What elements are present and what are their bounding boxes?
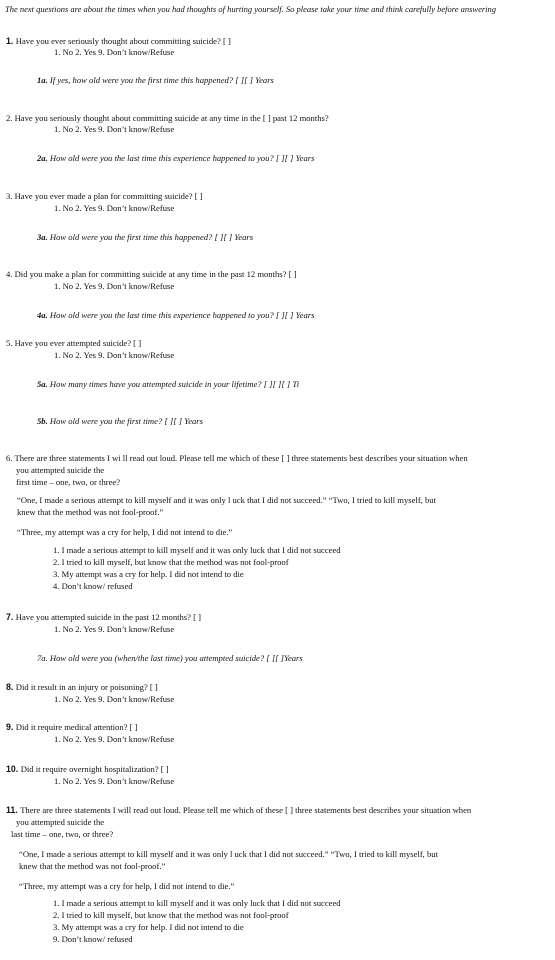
sub-question-number: 1a.	[37, 75, 50, 85]
question	[6, 612, 201, 623]
question-number: 7.	[6, 612, 16, 622]
question-text: Did it result in an injury or poisoning? [ ]	[15, 682, 158, 692]
question	[6, 338, 141, 348]
sub-question-number: 7a.	[37, 653, 50, 663]
question-text: Have you ever attempted suicide? [ ]	[14, 338, 142, 348]
answer-options: 1. No 2. Yes 9. Don’t know/Refuse	[54, 694, 175, 704]
sub-question-number: 2a.	[37, 153, 50, 163]
question	[6, 269, 296, 279]
sub-question-text: How old were you the first time this happened? [ ][ ] Years	[49, 232, 254, 242]
response-option: 3. My attempt was a cry for help. I did not intend to die	[53, 922, 244, 932]
answer-options: 1. No 2. Yes 9. Don’t know/Refuse	[54, 350, 175, 360]
response-option: 1. I made a serious attempt to kill myself and it was only luck that I did not succeed	[53, 545, 341, 555]
question-text: Have you ever made a plan for committing suicide? [ ]	[14, 191, 203, 201]
sub-question	[37, 416, 203, 426]
question-continuation: you attempted suicide the	[16, 465, 105, 475]
answer-options: 1. No 2. Yes 9. Don’t know/Refuse	[54, 776, 175, 786]
sub-question-text: How old were you the last time this experience happened to you? [ ][ ] Years	[49, 310, 315, 320]
question	[6, 191, 203, 201]
page-intro: The next questions are about the times when you had thoughts of hurting yourself. So please take your time and think carefully before answering	[5, 4, 497, 14]
sub-question	[37, 153, 314, 163]
answer-options: 1. No 2. Yes 9. Don’t know/Refuse	[54, 124, 175, 134]
sub-question-text: How old were you the last time this experience happened to you? [ ][ ] Years	[49, 153, 315, 163]
question-number: 5.	[6, 338, 15, 348]
response-option: 3. My attempt was a cry for help. I did not intend to die	[53, 569, 244, 579]
response-option: 4. Don’t know/ refused	[53, 581, 133, 591]
question-text: There are three statements I wi ll read out loud. Please tell me which of these [ ] three statements best describes your situation when	[14, 453, 468, 463]
response-option: 9. Don’t know/ refused	[53, 934, 133, 944]
response-option: 2. I tried to kill myself, but know that the method was not fool-proof	[53, 557, 289, 567]
sub-question	[37, 653, 303, 663]
question-number: 8.	[6, 682, 16, 692]
answer-options: 1. No 2. Yes 9. Don’t know/Refuse	[54, 734, 175, 744]
sub-question-text: If yes, how old were you the first time this happened? [ ][ ] Years	[49, 75, 274, 85]
sub-question-number: 5a.	[37, 379, 50, 389]
question	[6, 113, 329, 123]
question	[6, 764, 169, 775]
question	[6, 805, 471, 816]
question-text: Have you ever seriously thought about committing suicide? [ ]	[15, 36, 231, 46]
read-aloud-statement: “Three, my attempt was a cry for help, I did not intend to die.”	[19, 881, 235, 891]
response-option: 2. I tried to kill myself, but know that the method was not fool-proof	[53, 910, 289, 920]
question-text: Did it require medical attention? [ ]	[15, 722, 138, 732]
answer-options: 1. No 2. Yes 9. Don’t know/Refuse	[54, 624, 175, 634]
sub-question-number: 4a.	[37, 310, 50, 320]
question-number: 10.	[6, 764, 21, 774]
question-number: 9.	[6, 722, 16, 732]
question	[6, 453, 468, 463]
sub-question	[37, 75, 274, 85]
question-text: Have you seriously thought about committing suicide at any time in the [ ] past 12 months?	[14, 113, 329, 123]
read-aloud-statement: “One, I made a serious attempt to kill myself and it was only l uck that I did not succeed.” “Two, I tried to kill myself, but	[19, 849, 438, 859]
answer-options: 1. No 2. Yes 9. Don’t know/Refuse	[54, 203, 175, 213]
sub-question	[37, 379, 299, 389]
question	[6, 722, 137, 733]
question-continuation: last time – one, two, or three?	[11, 829, 114, 839]
read-aloud-statement: “Three, my attempt was a cry for help, I did not intend to die.”	[17, 527, 233, 537]
question-number: 6.	[6, 453, 15, 463]
read-aloud-statement: “One, I made a serious attempt to kill myself and it was only l uck that I did not succeed.” “Two, I tried to kill myself, but	[17, 495, 436, 505]
question-number: 2.	[6, 113, 15, 123]
read-aloud-statement: knew that the method was not fool-proof.”	[19, 861, 166, 871]
question-continuation: first time – one, two, or three?	[16, 477, 121, 487]
question	[6, 36, 231, 47]
question	[6, 682, 158, 693]
answer-options: 1. No 2. Yes 9. Don’t know/Refuse	[54, 47, 175, 57]
question-text: Did you make a plan for committing suicide at any time in the past 12 months? [ ]	[14, 269, 297, 279]
question-number: 1.	[6, 36, 16, 46]
question-text: Have you attempted suicide in the past 12 months? [ ]	[15, 612, 201, 622]
sub-question-number: 3a.	[37, 232, 50, 242]
sub-question-text: How old were you the first time? [ ][ ] Years	[49, 416, 203, 426]
question-continuation: you attempted suicide the	[16, 817, 105, 827]
question-number: 11.	[6, 805, 21, 815]
sub-question-text: How many times have you attempted suicide in your lifetime? [ ][ ][ ] Ti	[49, 379, 300, 389]
question-number: 4.	[6, 269, 15, 279]
response-option: 1. I made a serious attempt to kill myself and it was only luck that I did not succeed	[53, 898, 341, 908]
sub-question-text: How old were you (when/the last time) you attempted suicide? [ ][ ]Years	[49, 653, 303, 663]
sub-question	[37, 232, 253, 242]
sub-question-number: 5b.	[37, 416, 50, 426]
answer-options: 1. No 2. Yes 9. Don’t know/Refuse	[54, 281, 175, 291]
question-text: Did it require overnight hospitalization? [ ]	[20, 764, 169, 774]
sub-question	[37, 310, 314, 320]
question-text: There are three statements I will read out loud. Please tell me which of these [ ] three statements best describes your situation when	[20, 805, 472, 815]
read-aloud-statement: knew that the method was not fool-proof.”	[17, 507, 164, 517]
question-number: 3.	[6, 191, 15, 201]
